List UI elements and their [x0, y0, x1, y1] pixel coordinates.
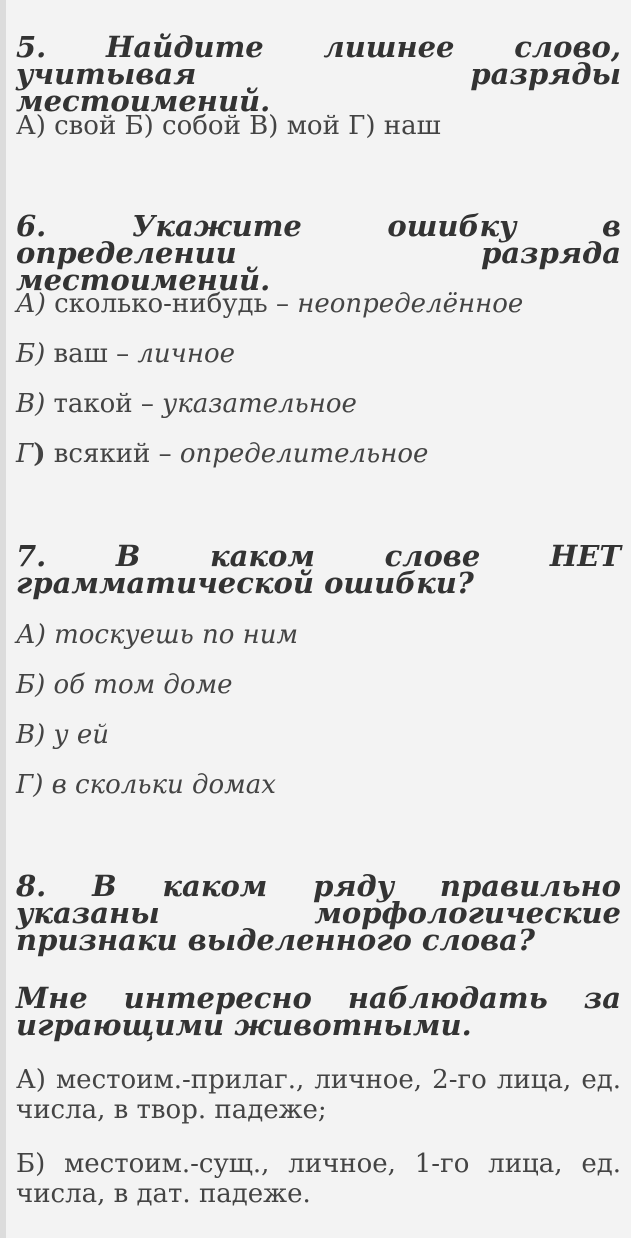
question-5	[16, 30, 621, 118]
question-6-option-a: А) сколько-нибудь – неопределённое	[16, 289, 524, 319]
question-7	[16, 539, 621, 600]
question-7-option-d: Г) в скольки домах	[16, 770, 276, 800]
question-8-sentence: Мне интересно наблюдать за играющими животными.	[16, 981, 621, 1042]
question-6	[16, 209, 621, 297]
question-6-option-b: Б) ваш – личное	[16, 339, 235, 369]
question-7-title-line2: грамматической ошибки?	[16, 566, 474, 600]
question-8-option-b: Б) местоим.-сущ., личное, 1-го лица, ед. числа, в дат. падеже.	[16, 1149, 621, 1209]
question-6-option-c: В) такой – указательное	[16, 389, 357, 419]
question-8-sentence-block	[16, 981, 621, 1042]
question-7-option-b: Б) об том доме	[16, 670, 233, 700]
question-5-title: 5. Найдите лишнее слово, учитывая разряды местоимений.	[16, 30, 621, 118]
question-7-option-c: В) у ей	[16, 720, 109, 750]
question-7-option-a: А) тоскуешь по ним	[16, 620, 299, 650]
question-7-title-line1: 7. В каком слове НЕТ	[16, 539, 621, 573]
question-8-option-a: А) местоим.-прилаг., личное, 2-го лица, ед. числа, в твор. падеже;	[16, 1065, 621, 1125]
question-6-title: 6. Укажите ошибку в определении разряда местоимений.	[16, 209, 621, 297]
question-8	[16, 869, 621, 957]
question-5-options: А) свой Б) собой В) мой Г) наш	[16, 111, 441, 141]
question-6-option-d: Г) всякий – определительное	[16, 439, 429, 469]
question-8-title: 8. В каком ряду правильно указаны морфологические признаки выделенного слова?	[16, 869, 621, 957]
